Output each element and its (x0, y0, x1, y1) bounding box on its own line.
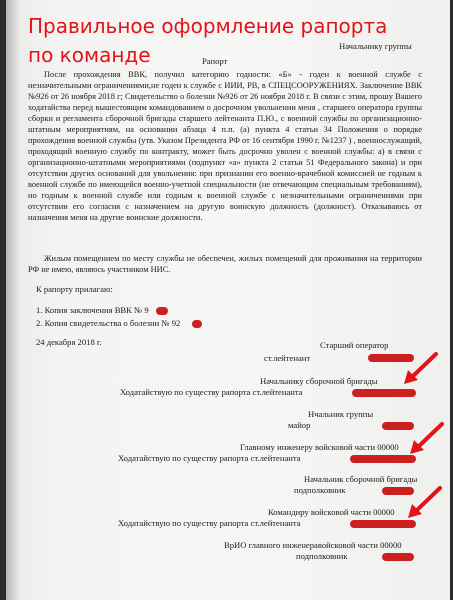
redaction-mark (350, 520, 416, 528)
redaction-mark (350, 455, 416, 463)
addressee: Начальнику группы (339, 41, 412, 51)
endorsement-1-addressee: Начальнику сборочной бригады (260, 376, 378, 386)
attachments-heading: К рапорту прилагаю: (36, 284, 113, 294)
signer-rank: ст.лейтенант (264, 353, 311, 363)
redaction-mark (352, 389, 416, 397)
endorsement-6-addressee: ВрИО главного инженеравойсковой части 00000 (224, 540, 402, 550)
redaction-mark (382, 553, 414, 561)
overlay-caption-line-2: по команде (28, 43, 151, 67)
attachment-item-2: 2. Копия свидетельства о болезни № 92 (36, 318, 181, 328)
scanned-document-page (6, 0, 450, 600)
endorsement-2-addressee: Нчальник группы (308, 409, 374, 419)
endorsement-3-addressee: Главному инженеру войсковой части 00000 (240, 442, 399, 452)
attachment-item-1: 1. Копия заключения ВВК № 9 (36, 305, 149, 315)
endorsement-5-text: Ходатайствую по существу рапорта ст.лейтенанта (118, 518, 301, 528)
page-fold-shadow (6, 0, 20, 600)
redaction-mark (156, 307, 168, 315)
endorsement-4-rank: подполковник (294, 485, 346, 495)
red-arrow-icon (408, 420, 448, 456)
redaction-mark (192, 320, 202, 328)
overlay-caption-line-1: Правильное оформление рапорта (28, 14, 388, 38)
red-arrow-icon (402, 350, 442, 386)
endorsement-3-text: Ходатайствую по существу рапорта ст.лейтенанта (118, 453, 301, 463)
body-paragraph-2: Жилым помещением по месту службы не обеспечен, жилых помещений для проживания на территории РФ не имею, являюсь участником НИС. (28, 254, 422, 274)
red-arrow-icon (406, 484, 446, 520)
document-title: Рапорт (202, 56, 228, 66)
endorsement-5-addressee: Командиру войсковой части 00000 (268, 507, 395, 517)
endorsement-4-addressee: Начальник сборочной бригады (304, 474, 418, 484)
signer-position: Старший оператор (320, 340, 389, 350)
endorsement-1-text: Ходатайствую по существу рапорта ст.лейтенанта (120, 387, 303, 397)
body-paragraph-1: После прохождения ВВК, получил категорию годности: «Б» - годен к военной службе с незначительными ограничениями,не годен к службе с ИИИ, РВ, в СПЕЦСООРУЖЕНИЯХ. Заключение ВВК №926 от 26 ноября 2018 г; Свидетельство о болезни №926 от 26 ноября 2018 г. В связи с этим, прошу Вашего ходатайства перед вышестоящим командованием о досрочном увольнении меня , старшего оператора группы сборки и регламента сборочной бригады старшего лейтенанта П.Ю., с военной службы по организационно-штатным мероприятиям, на основании абзаца 4 п.п. (а) пункта 4 статьи 34 Положения о порядке прохождения военной службы (утв. Указом Президента РФ от 16 сентября 1990 г. №1237 ) , военнослужащий, проходящий военную службу по контракту, может быть досрочно уволен с военной службы: а) в связи с организационно-штатными мероприятиями (подпункт «а» пункта 2 статьи 51 Федерального закона) и при отсутствии других оснований для увольнения: при признании его военно-врачебной комиссией не годным к военной службе по имеющейся военно-учетной специальности (не отвечающим специальным требованиям), но годным к военной службе или годным к военной службе с незначительными ограничениями при отсутствии его согласия с назначением на другую воинскую должность (должност). Отказываюсь от назначения меня на другие воинские должности. (28, 70, 422, 222)
endorsement-6-rank: подполковник (296, 551, 348, 561)
report-date: 24 декабря 2018 г. (36, 337, 102, 347)
endorsement-2-rank: майор (288, 420, 311, 430)
